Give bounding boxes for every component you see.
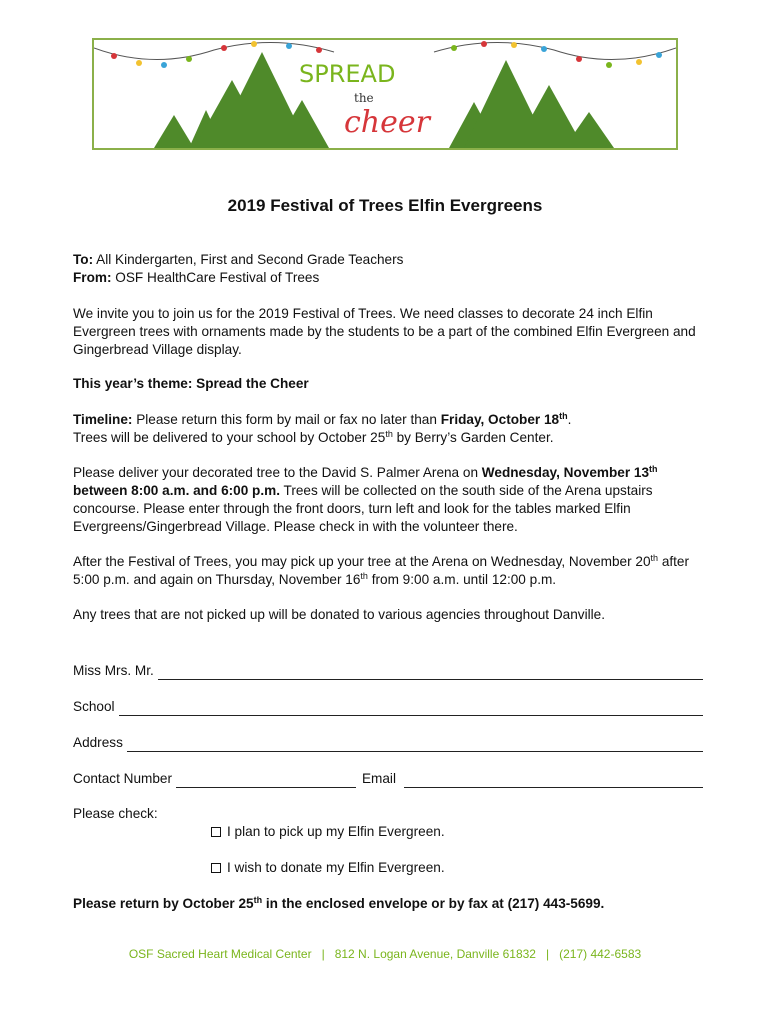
name-label: Miss Mrs. Mr. — [73, 663, 154, 678]
footer-phone: (217) 442-6583 — [559, 947, 642, 961]
email-label: Email — [361, 771, 396, 786]
address-field[interactable] — [127, 737, 703, 752]
footer-org: OSF Sacred Heart Medical Center — [128, 947, 312, 961]
theme-line: This year’s theme: Spread the Cheer — [73, 376, 309, 391]
spread-the-cheer-banner — [92, 38, 678, 150]
option-pickup-label: I plan to pick up my Elfin Evergreen. — [227, 824, 445, 839]
contact-field-row — [73, 770, 703, 788]
checkbox-icon[interactable] — [211, 827, 221, 837]
address-field-row — [73, 734, 703, 752]
to-line: To: All Kindergarten, First and Second Grade Teachers — [73, 252, 404, 267]
contact-number-field[interactable] — [176, 773, 356, 788]
school-field-row — [73, 698, 703, 716]
footer-address: 812 N. Logan Avenue, Danville 61832 — [334, 947, 536, 961]
deliver-paragraph: Please deliver your decorated tree to the David S. Palmer Arena on Wednesday, November 13th between 8:00 a.m. and 6:00 p.m. Trees will be collected on the south side of the Arena upstairs concourse. Please enter through the front doors, turn left and look for the tables marked Elfin Evergreens/Gingerbread Village. Please check in with the volunteer there. — [73, 464, 658, 534]
address-label: Address — [73, 735, 123, 750]
banner-spread-text: SPREAD — [299, 60, 396, 88]
timeline-paragraph: Timeline: Please return this form by mail or fax no later than Friday, October 18th. Trees will be delivered to your school by October 25th by Berry’s Garden Center. — [73, 411, 572, 445]
checkbox-icon[interactable] — [211, 863, 221, 873]
option-pickup[interactable] — [211, 824, 445, 839]
letter-body — [73, 251, 705, 624]
invite-paragraph: We invite you to join us for the 2019 Festival of Trees. We need classes to decorate 24 inch Elfin Evergreen trees with ornaments made by the students to be a part of the combined Elfin Evergreen and Gingerbread Village display. — [73, 306, 696, 357]
from-line: From: OSF HealthCare Festival of Trees — [73, 270, 320, 285]
footer: OSF Sacred Heart Medical Center | 812 N. Logan Avenue, Danville 61832 | (217) 442-6583 — [128, 947, 642, 961]
email-field[interactable] — [404, 773, 703, 788]
option-donate[interactable] — [211, 860, 445, 875]
document-title: 2019 Festival of Trees Elfin Evergreens — [227, 196, 543, 215]
school-label: School — [73, 699, 115, 714]
name-field[interactable] — [158, 665, 703, 680]
donate-note: Any trees that are not picked up will be donated to various agencies throughout Danville. — [73, 607, 605, 622]
name-field-row — [73, 662, 703, 680]
return-instructions: Please return by October 25th in the enclosed envelope or by fax at (217) 443-5699. — [73, 895, 605, 911]
banner-cheer-text: cheer — [344, 105, 430, 140]
contact-label: Contact Number — [73, 771, 172, 786]
please-check-label: Please check: — [73, 806, 158, 821]
pickup-paragraph: After the Festival of Trees, you may pick up your tree at the Arena on Wednesday, November 20th after 5:00 p.m. and again on Thursday, November 16th from 9:00 a.m. until 12:00 p.m. — [73, 553, 690, 587]
tree-icon — [449, 60, 614, 148]
school-field[interactable] — [119, 701, 703, 716]
option-donate-label: I wish to donate my Elfin Evergreen. — [227, 860, 445, 875]
banner-the-text: the — [354, 91, 374, 105]
